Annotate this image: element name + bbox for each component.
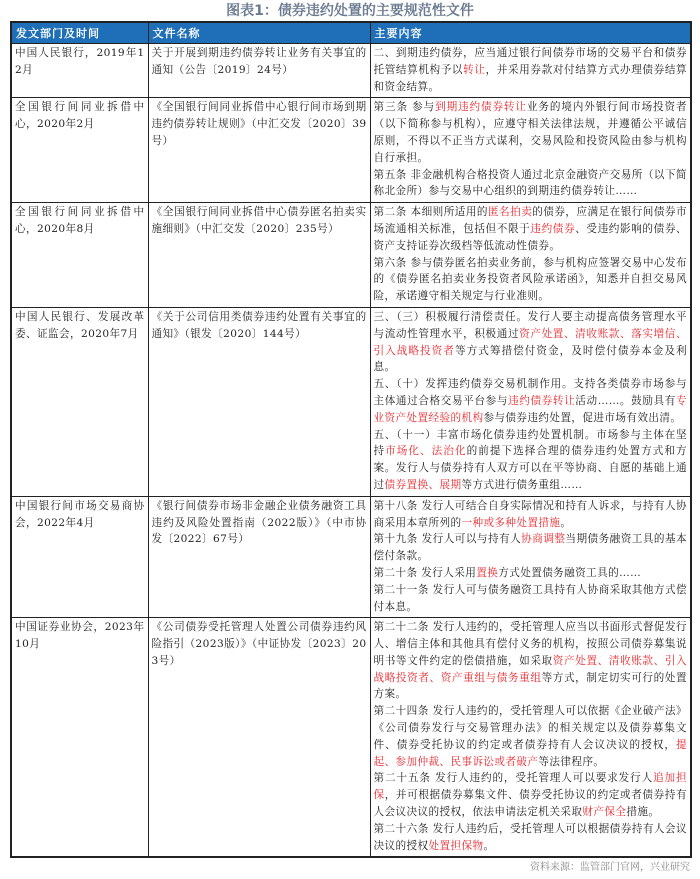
table-row [11,618,691,858]
content-paragraph [374,619,688,703]
content-text: 第二十五条 发行人违约的，受托管理人可以要求发行人 [373,772,654,785]
dept-cell: 全国银行间同业拆借中心，2020年2月 [11,98,148,203]
content-paragraph [374,565,688,582]
content-paragraph [374,376,688,426]
content-text: 当期债务融资工具的基本偿付条款。 [373,533,687,563]
content-text: 五、（十一）丰富市场化债券违约处置机制。市场参与主体在坚持 [373,428,687,458]
content-cell [370,98,691,203]
highlighted-term: 置换 [476,566,499,579]
content-cell [370,203,691,308]
content-cell [370,618,691,858]
dept-cell: 全国银行间同业拆借中心，2020年8月 [11,203,148,308]
dept-cell: 中国证券业协会，2023年10月 [11,618,148,858]
table-row [11,98,691,203]
content-text: 等方式，制定切实可行的处置方案。 [373,671,688,701]
highlighted-term: 到期违约债券转让 [435,101,527,114]
highlighted-term: 专业资产处置经验的机构 [373,394,687,424]
dept-cell: 中国人民银行，2019年12月 [11,44,148,98]
header-dept: 发文部门及时间 [11,22,148,44]
doc-name-cell: 《公司债券受托管理人处置公司债券违约风险指引（2023版）》（中证协发〔2023〕203号） [148,618,370,858]
highlighted-term: 转让 [463,63,486,76]
table-row [11,44,691,98]
content-text: 的前提下选择合理的债券违约处置方式和方案。发行人与债券持有人双方可以在平等协商、自愿的基础上通过 [373,445,687,491]
content-text: 第二十一条 发行人可与债务融资工具持有人协商采取其他方式偿付本息。 [373,583,687,613]
content-text: 第二十条 发行人采用 [373,566,477,579]
header-doc: 文件名称 [148,22,370,44]
header-content: 主要内容 [370,22,691,44]
content-paragraph [374,498,688,532]
content-cell [370,44,691,98]
highlighted-term: 违约债券 [530,222,576,235]
content-text: 五、（十）发挥违约债券交易机制作用。支持各类债券市场参与主体通过合格交易平台参与 [373,378,687,407]
dept-cell: 中国人民银行、发展改革委、证监会，2020年7月 [11,307,148,496]
content-text: 活动……。鼓励具有 [575,394,676,407]
content-paragraph [374,703,688,770]
content-text: 第六条 参与债券匿名拍卖业务前，参与机构应签署交易中心发布的《债券匿名拍卖业务投资者风险承诺函》，知悉并自担交易风险，承诺遵守相关规定与行业准则。 [373,256,687,303]
highlighted-term: 财产保全 [582,806,627,819]
content-text: 等方式筹措偿付资金，及时偿付债券本金及利息。 [373,344,687,374]
content-paragraph [374,821,688,855]
highlighted-term: 市场化、法治化 [385,445,467,458]
content-paragraph [374,167,688,201]
content-text: 。 [483,839,495,852]
content-text: 第二十四条 发行人违约的，受托管理人可以依据《企业破产法》《公司债券发行与交易管理办法》的相关规定以及债券募集文件、债券受托协议的约定或者债券持有人会议决议的授权， [373,705,687,751]
content-paragraph [374,582,688,616]
table-row [11,203,691,308]
regulation-table [10,21,692,858]
table-row [11,307,691,496]
highlighted-term: 追加担保 [373,772,687,802]
content-paragraph [374,309,688,376]
content-text: 等法律程序。 [538,755,605,768]
content-text: 措施。 [626,806,660,819]
table-header-row [11,22,691,44]
highlighted-term: 资产处置、清收账款、落实增信、引入战略投资者 [373,327,688,357]
content-text: ，并可根据债券募集文件、债券受托协议的约定或者债券持有人会议决议的授权，依法申请法定机关采取 [373,789,687,819]
table-row [11,496,691,618]
content-cell [370,496,691,618]
content-text: 第二条 本细则所适用的 [373,206,488,219]
content-text: 。 [560,516,572,529]
highlighted-term: 匿名拍卖 [487,206,533,219]
content-text: 业务的境内外银行间市场投资者（以下简称参与机构），应遵守相关法律法规，并遵循公平诚信原则，不得以不正当方式谋利，交易风险和投资风险由参与机构自行承担。 [373,101,687,164]
content-text: 第二十六条 发行人违约后，受托管理人可以根据债券持有人会议决议的授权 [373,822,687,852]
content-paragraph [374,204,688,254]
content-text: 第二十二条 发行人违约的，受托管理人应当以书面形式督促发行人、增信主体和其他具有偿付义务的机构，按照公司债券募集说明书等文件约定的偿债措施，如采取 [373,621,687,667]
content-text: 二、到期违约债券，应当通过银行间债券市场的交易平台和债券托管结算机构予以 [373,47,687,76]
content-text: 第十八条 发行人可结合自身实际情况和持有人诉求，与持有人协商采用本章所列的 [373,499,687,529]
highlighted-term: 提起、参加仲裁、民事诉讼或者破产 [373,738,687,768]
content-cell [370,307,691,496]
content-text: 参与债券违约处置，促进市场有效出清。 [483,411,682,424]
highlighted-term: 处置担保物 [428,839,484,852]
content-text: 第三条 参与 [373,101,436,114]
highlighted-term: 债券置换、展期 [384,478,462,491]
doc-name-cell: 《全国银行间同业拆借中心银行间市场到期违约债券转让规则》（中汇交发〔2020〕39号） [148,98,370,203]
content-paragraph [374,427,688,494]
content-text: 的债券，应满足在银行间债券市场流通相关标准，包括但不限于 [373,206,687,235]
dept-cell: 中国银行间市场交易商协会，2022年4月 [11,496,148,618]
content-text: 第十九条 发行人可以与持有人 [373,533,522,546]
content-paragraph [374,531,688,565]
content-text: ，并采用券款对付结算方式办理债券结算和资金结算。 [373,63,688,93]
content-text: 三、（三）积极履行清偿责任。发行人要主动提高债务管理水平与流动性管理水平，积极通过 [373,310,687,340]
highlighted-term: 一种或多种处置措施 [461,516,561,529]
content-paragraph [374,255,688,305]
figure-title: 图表1：债券违约处置的主要规范性文件 [226,3,474,19]
content-paragraph [374,99,688,166]
highlighted-term: 资产处置、清收账款、引入战略投资者、资产重组与债务重组 [373,654,687,684]
content-paragraph [374,770,688,820]
content-text: 等方式进行债务重组…… [461,478,583,491]
content-text: 、受违约影响的债券、资产支持证券次级档等低流动性债券。 [373,222,688,252]
highlighted-term: 违约债券转让 [508,394,576,407]
content-paragraph [374,45,688,95]
doc-name-cell: 《关于公司信用类债券违约处置有关事宜的通知》（银发〔2020〕144号） [148,307,370,496]
doc-name-cell: 《全国银行间同业拆借中心债券匿名拍卖实施细则》（中汇交发〔2020〕235号） [148,203,370,308]
doc-name-cell: 关于开展到期违约债券转让业务有关事宜的通知（公告〔2019〕24号） [148,44,370,98]
doc-name-cell: 《银行间债券市场非金融企业债务融资工具违约及风险处置指南（2022版）》（中市协发〔2022〕67号） [148,496,370,618]
highlighted-term: 协商调整 [521,533,566,546]
source-note: 资料来源：监管部门官网，兴业研究 [530,862,690,874]
content-text: 方式处置债务融资工具的…… [498,566,642,579]
content-text: 第五条 非金融机构合格投资人通过北京金融资产交易所（以下简称北金所）参与交易中心组织的到期违约债券转让…… [373,168,687,198]
